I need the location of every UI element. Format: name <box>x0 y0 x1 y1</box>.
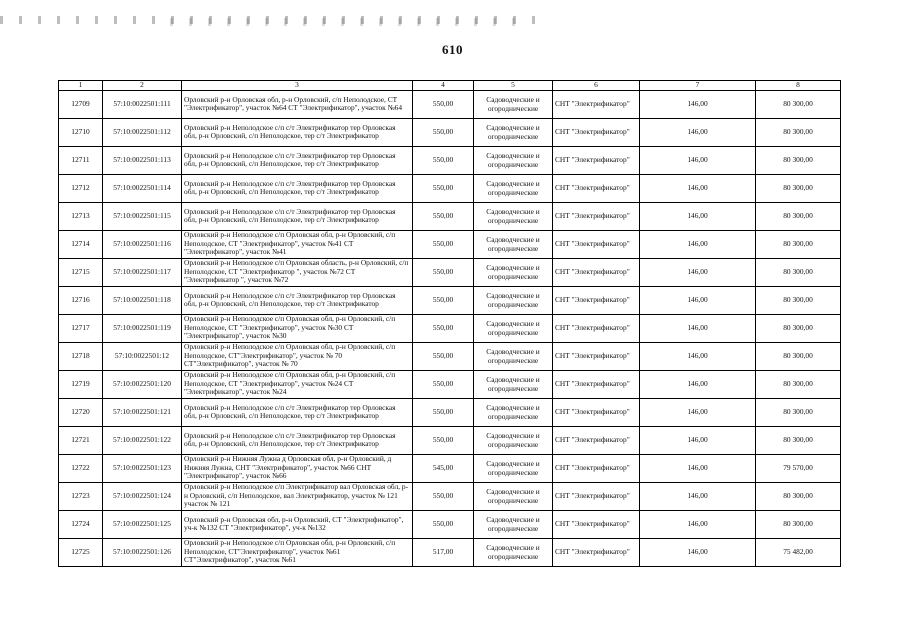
cadastral-value: 80 300,00 <box>756 426 841 454</box>
land-use: Садоводческие и огороднические <box>474 510 553 538</box>
address: Орловский р-н Неполодское с/п с/т Электрификатор тер Орловская обл, р-н Орловский, с/п Неполодское, тер с/т Электрификатор <box>182 174 413 202</box>
land-use: Садоводческие и огороднические <box>474 482 553 510</box>
area-value: 550,00 <box>413 314 474 342</box>
table-row <box>59 202 841 230</box>
unit-price: 146,00 <box>640 342 756 370</box>
column-header: 8 <box>756 81 841 91</box>
cadastral-number: 57:10:0022501:121 <box>103 398 182 426</box>
table-row <box>59 370 841 398</box>
cadastral-value: 80 300,00 <box>756 230 841 258</box>
table-row <box>59 454 841 482</box>
address: Орловский р-н Нижняя Лужна д Орловская обл, р-н Орловский, д Нижняя Лужна, СНТ "Электрификатор", участок №66 СНТ "Электрификатор", участок №66 <box>182 454 413 482</box>
table-row <box>59 258 841 286</box>
address: Орловский р-н Неполодское с/п Электрификатор вал Орловская обл, р-н Орловский, с/п Неполодское, вал Электрификатор, участок № 121 участок № 121 <box>182 482 413 510</box>
cadastral-number: 57:10:0022501:113 <box>103 146 182 174</box>
table-row <box>59 314 841 342</box>
address: Орловский р-н Неполодское с/п Орловская обл, р-н Орловский, с/п Неполодское, СТ"Электрификатор", участок №61 СТ"Электрификатор", участок №61 <box>182 538 413 566</box>
area-value: 550,00 <box>413 258 474 286</box>
area-value: 550,00 <box>413 202 474 230</box>
cadastral-value: 80 300,00 <box>756 90 841 118</box>
unit-price: 146,00 <box>640 538 756 566</box>
area-value: 550,00 <box>413 482 474 510</box>
address: Орловский р-н Неполодское с/п Орловская обл, р-н Орловский, с/п Неполодское, СТ "Электрификатор", участок №30 СТ "Электрификатор", участок №30 <box>182 314 413 342</box>
row-number: 12714 <box>59 230 103 258</box>
area-value: 550,00 <box>413 174 474 202</box>
unit-price: 146,00 <box>640 174 756 202</box>
land-registry-table <box>58 80 841 567</box>
table-row <box>59 90 841 118</box>
land-use: Садоводческие и огороднические <box>474 174 553 202</box>
cadastral-number: 57:10:0022501:123 <box>103 454 182 482</box>
unit-price: 146,00 <box>640 314 756 342</box>
cadastral-number: 57:10:0022501:12 <box>103 342 182 370</box>
column-header: 4 <box>413 81 474 91</box>
land-use: Садоводческие и огороднические <box>474 454 553 482</box>
unit-price: 146,00 <box>640 90 756 118</box>
organization: СНТ "Электрификатор" <box>553 90 640 118</box>
address: Орловский р-н Орловская обл, р-н Орловский, СТ "Электрификатор", уч-к №132 СТ "Электрификатор", уч-к №132 <box>182 510 413 538</box>
land-use: Садоводческие и огороднические <box>474 90 553 118</box>
organization: СНТ "Электрификатор" <box>553 454 640 482</box>
cadastral-number: 57:10:0022501:120 <box>103 370 182 398</box>
row-number: 12723 <box>59 482 103 510</box>
land-use: Садоводческие и огороднические <box>474 538 553 566</box>
cadastral-number: 57:10:0022501:125 <box>103 510 182 538</box>
organization: СНТ "Электрификатор" <box>553 146 640 174</box>
address: Орловский р-н Неполодское с/п Орловская область, р-н Орловский, с/п Неполодское, СТ "Электрификатор ", участок №72 СТ "Электрификатор ", участок №72 <box>182 258 413 286</box>
land-use: Садоводческие и огороднические <box>474 202 553 230</box>
land-use: Садоводческие и огороднические <box>474 370 553 398</box>
area-value: 517,00 <box>413 538 474 566</box>
unit-price: 146,00 <box>640 398 756 426</box>
column-header: 6 <box>553 81 640 91</box>
row-number: 12713 <box>59 202 103 230</box>
column-header: 7 <box>640 81 756 91</box>
address: Орловский р-н Неполодское с/п с/т Электрификатор тер Орловская обл, р-н Орловский, с/п Неполодское, тер с/т Электрификатор <box>182 202 413 230</box>
column-header: 3 <box>182 81 413 91</box>
scan-artifact <box>170 18 530 26</box>
column-number-row <box>59 81 841 91</box>
organization: СНТ "Электрификатор" <box>553 202 640 230</box>
unit-price: 146,00 <box>640 118 756 146</box>
cadastral-value: 80 300,00 <box>756 174 841 202</box>
area-value: 550,00 <box>413 118 474 146</box>
unit-price: 146,00 <box>640 202 756 230</box>
table-row <box>59 398 841 426</box>
row-number: 12720 <box>59 398 103 426</box>
row-number: 12722 <box>59 454 103 482</box>
address: Орловский р-н Неполодское с/п Орловская обл, р-н Орловский, с/п Неполодское, СТ"Электрификатор", участок № 70 СТ"Электрификатор", участок № 70 <box>182 342 413 370</box>
unit-price: 146,00 <box>640 482 756 510</box>
cadastral-number: 57:10:0022501:122 <box>103 426 182 454</box>
organization: СНТ "Электрификатор" <box>553 286 640 314</box>
land-use: Садоводческие и огороднические <box>474 342 553 370</box>
organization: СНТ "Электрификатор" <box>553 118 640 146</box>
organization: СНТ "Электрификатор" <box>553 258 640 286</box>
table-row <box>59 146 841 174</box>
unit-price: 146,00 <box>640 258 756 286</box>
row-number: 12711 <box>59 146 103 174</box>
row-number: 12724 <box>59 510 103 538</box>
organization: СНТ "Электрификатор" <box>553 482 640 510</box>
cadastral-number: 57:10:0022501:118 <box>103 286 182 314</box>
unit-price: 146,00 <box>640 454 756 482</box>
address: Орловский р-н Орловская обл, р-н Орловский, с/п Неполодское, СТ "Электрификатор", участок №64 СТ "Электрификатор", участок №64 <box>182 90 413 118</box>
table-row <box>59 118 841 146</box>
organization: СНТ "Электрификатор" <box>553 370 640 398</box>
address: Орловский р-н Неполодское с/п с/т Электрификатор тер Орловская обл, р-н Орловский, с/п Неполодское, тер с/т Электрификатор <box>182 118 413 146</box>
cadastral-number: 57:10:0022501:124 <box>103 482 182 510</box>
area-value: 550,00 <box>413 342 474 370</box>
cadastral-number: 57:10:0022501:126 <box>103 538 182 566</box>
area-value: 550,00 <box>413 398 474 426</box>
column-header: 2 <box>103 81 182 91</box>
cadastral-value: 80 300,00 <box>756 202 841 230</box>
row-number: 12721 <box>59 426 103 454</box>
table-row <box>59 538 841 566</box>
cadastral-value: 80 300,00 <box>756 342 841 370</box>
land-use: Садоводческие и огороднические <box>474 398 553 426</box>
row-number: 12715 <box>59 258 103 286</box>
address: Орловский р-н Неполодское с/п с/т Электрификатор тер Орловская обл, р-н Орловский, с/п Неполодское, тер с/т Электрификатор <box>182 286 413 314</box>
unit-price: 146,00 <box>640 146 756 174</box>
cadastral-value: 80 300,00 <box>756 314 841 342</box>
organization: СНТ "Электрификатор" <box>553 314 640 342</box>
page-number: 610 <box>442 42 463 57</box>
table-row <box>59 174 841 202</box>
table-row <box>59 230 841 258</box>
unit-price: 146,00 <box>640 370 756 398</box>
area-value: 550,00 <box>413 370 474 398</box>
cadastral-value: 80 300,00 <box>756 370 841 398</box>
column-header: 1 <box>59 81 103 91</box>
row-number: 12717 <box>59 314 103 342</box>
area-value: 545,00 <box>413 454 474 482</box>
cadastral-value: 80 300,00 <box>756 510 841 538</box>
cadastral-number: 57:10:0022501:116 <box>103 230 182 258</box>
row-number: 12712 <box>59 174 103 202</box>
table-row <box>59 510 841 538</box>
unit-price: 146,00 <box>640 510 756 538</box>
area-value: 550,00 <box>413 146 474 174</box>
cadastral-value: 80 300,00 <box>756 286 841 314</box>
cadastral-number: 57:10:0022501:114 <box>103 174 182 202</box>
cadastral-number: 57:10:0022501:117 <box>103 258 182 286</box>
land-use: Садоводческие и огороднические <box>474 118 553 146</box>
land-use: Садоводческие и огороднические <box>474 314 553 342</box>
area-value: 550,00 <box>413 90 474 118</box>
organization: СНТ "Электрификатор" <box>553 510 640 538</box>
cadastral-number: 57:10:0022501:111 <box>103 90 182 118</box>
cadastral-value: 75 482,00 <box>756 538 841 566</box>
address: Орловский р-н Неполодское с/п с/т Электрификатор тер Орловская обл, р-н Орловский, с/п Неполодское, тер с/т Электрификатор <box>182 426 413 454</box>
organization: СНТ "Электрификатор" <box>553 426 640 454</box>
cadastral-value: 80 300,00 <box>756 118 841 146</box>
unit-price: 146,00 <box>640 426 756 454</box>
cadastral-value: 79 570,00 <box>756 454 841 482</box>
cadastral-value: 80 300,00 <box>756 398 841 426</box>
area-value: 550,00 <box>413 426 474 454</box>
row-number: 12709 <box>59 90 103 118</box>
cadastral-number: 57:10:0022501:119 <box>103 314 182 342</box>
address: Орловский р-н Неполодское с/п Орловская обл, р-н Орловский, с/п Неполодское, СТ "Электрификатор", участок №24 СТ "Электрификатор", участок №24 <box>182 370 413 398</box>
unit-price: 146,00 <box>640 230 756 258</box>
row-number: 12719 <box>59 370 103 398</box>
cadastral-value: 80 300,00 <box>756 258 841 286</box>
address: Орловский р-н Неполодское с/п с/т Электрификатор тер Орловская обл, р-н Орловский, с/п Неполодское, тер с/т Электрификатор <box>182 398 413 426</box>
cadastral-number: 57:10:0022501:112 <box>103 118 182 146</box>
land-use: Садоводческие и огороднические <box>474 146 553 174</box>
land-use: Садоводческие и огороднические <box>474 258 553 286</box>
organization: СНТ "Электрификатор" <box>553 230 640 258</box>
column-header: 5 <box>474 81 553 91</box>
organization: СНТ "Электрификатор" <box>553 174 640 202</box>
organization: СНТ "Электрификатор" <box>553 342 640 370</box>
row-number: 12725 <box>59 538 103 566</box>
organization: СНТ "Электрификатор" <box>553 398 640 426</box>
land-use: Садоводческие и огороднические <box>474 230 553 258</box>
land-use: Садоводческие и огороднические <box>474 426 553 454</box>
row-number: 12718 <box>59 342 103 370</box>
table-row <box>59 342 841 370</box>
row-number: 12716 <box>59 286 103 314</box>
area-value: 550,00 <box>413 510 474 538</box>
organization: СНТ "Электрификатор" <box>553 538 640 566</box>
cadastral-value: 80 300,00 <box>756 482 841 510</box>
table-row <box>59 286 841 314</box>
cadastral-value: 80 300,00 <box>756 146 841 174</box>
table-row <box>59 482 841 510</box>
cadastral-number: 57:10:0022501:115 <box>103 202 182 230</box>
area-value: 550,00 <box>413 230 474 258</box>
area-value: 550,00 <box>413 286 474 314</box>
unit-price: 146,00 <box>640 286 756 314</box>
land-use: Садоводческие и огороднические <box>474 286 553 314</box>
table-row <box>59 426 841 454</box>
row-number: 12710 <box>59 118 103 146</box>
address: Орловский р-н Неполодское с/п Орловская обл, р-н Орловский, с/п Неполодское, СТ "Электрификатор", участок №41 СТ "Электрификатор", участок №41 <box>182 230 413 258</box>
address: Орловский р-н Неполодское с/п с/т Электрификатор тер Орловская обл, р-н Орловский, с/п Неполодское, тер с/т Электрификатор <box>182 146 413 174</box>
